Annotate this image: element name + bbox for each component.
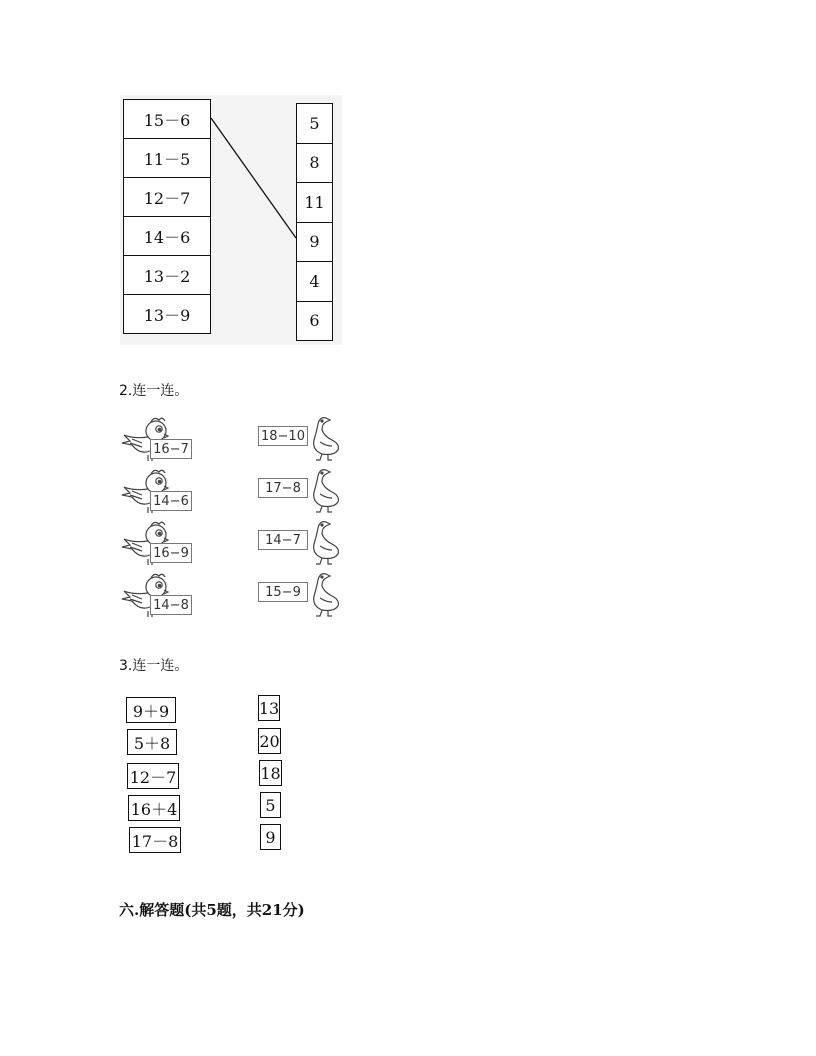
expression-box[interactable]: 9＋9 [126,697,176,723]
expression-box[interactable]: 12－7 [123,178,211,217]
answer-column [296,103,333,341]
goose-icon [308,518,348,566]
answer-box[interactable]: 5 [296,103,333,144]
section-2-heading: 2.连一连。 [119,383,189,399]
goose-card[interactable] [258,414,350,462]
goose-expression-label: 18−10 [258,426,308,446]
expression-box[interactable]: 5＋8 [127,729,177,755]
section-6-heading: 六.解答题(共5题，共21分) [119,901,305,919]
answer-box[interactable]: 6 [296,302,333,342]
number-box[interactable]: 20 [258,728,281,754]
bird-expression-label: 16−7 [150,439,192,459]
expression-box[interactable]: 14－6 [123,217,211,256]
bird-expression-label: 14−6 [150,491,192,511]
goose-expression-label: 14−7 [258,530,308,550]
answer-box[interactable]: 11 [296,183,333,223]
expression-box[interactable]: 13－9 [123,295,211,334]
bird-card[interactable] [118,519,198,567]
bird-expression-label: 16−9 [150,543,192,563]
number-box[interactable]: 9 [260,824,281,850]
expression-box[interactable]: 12－7 [127,763,179,789]
goose-icon [308,570,348,618]
number-box[interactable]: 18 [259,760,282,786]
bird-expression-label: 14−8 [150,595,192,615]
goose-expression-label: 15−9 [258,582,308,602]
number-box[interactable]: 5 [260,792,281,818]
answer-box[interactable]: 8 [296,144,333,184]
section-3-heading: 3.连一连。 [119,658,189,674]
expression-box[interactable]: 13－2 [123,256,211,295]
bird-card[interactable] [118,415,198,463]
goose-card[interactable] [258,466,350,514]
answer-box[interactable]: 9 [296,223,333,263]
expression-box[interactable]: 11－5 [123,139,211,178]
answer-box[interactable]: 4 [296,262,333,302]
expression-box[interactable]: 16＋4 [128,795,180,821]
goose-card[interactable] [258,518,350,566]
bird-card[interactable] [118,467,198,515]
goose-icon [308,414,348,462]
goose-icon [308,466,348,514]
goose-expression-label: 17−8 [258,478,308,498]
number-box[interactable]: 13 [258,695,280,721]
expression-box[interactable]: 15－6 [123,99,211,139]
expression-column [123,99,211,334]
goose-card[interactable] [258,570,350,618]
expression-box[interactable]: 17－8 [129,827,181,853]
bird-card[interactable] [118,571,198,619]
